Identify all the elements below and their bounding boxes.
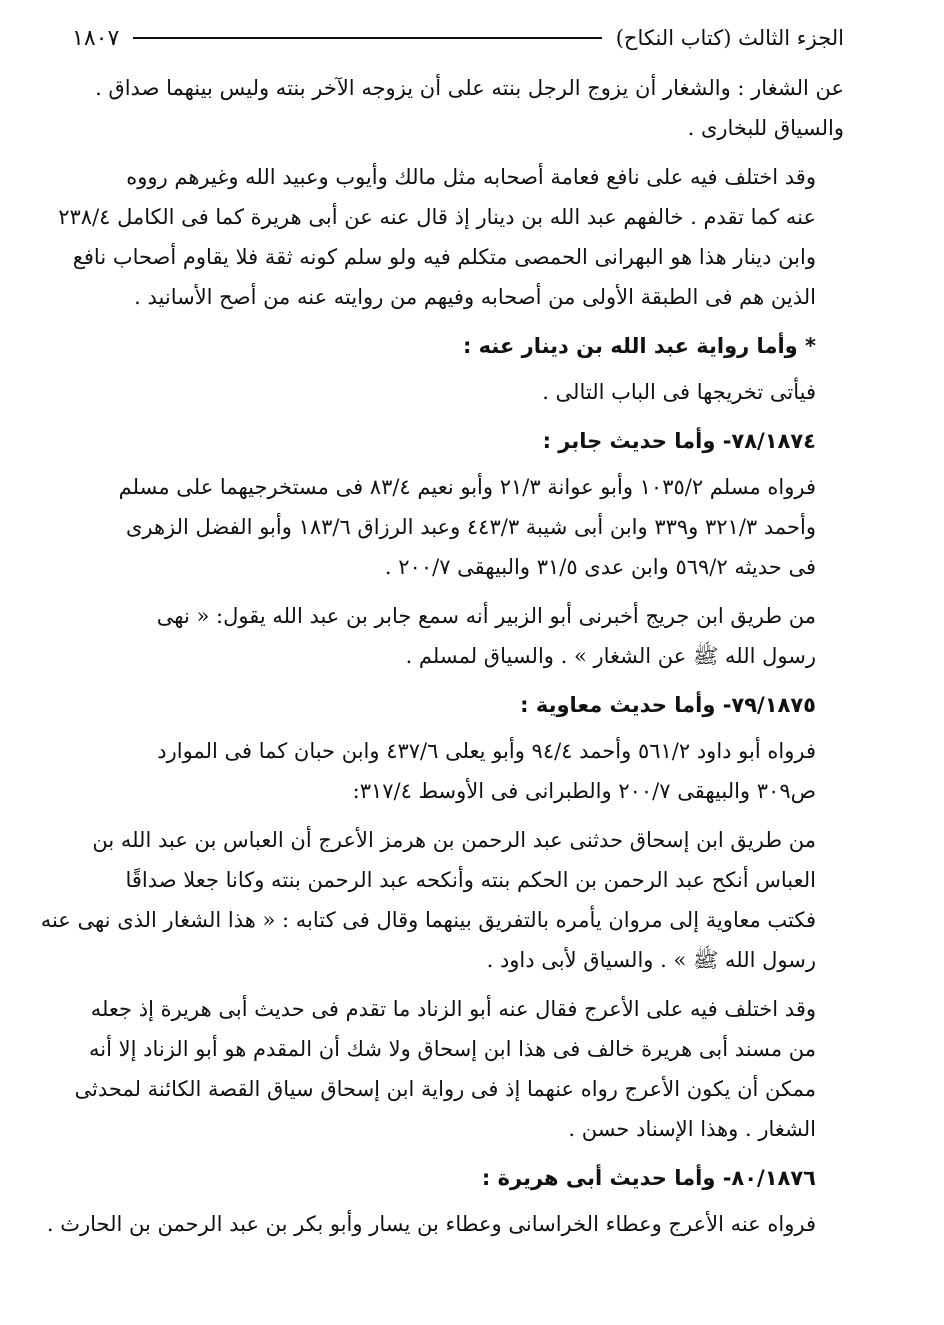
text-line: من مسند أبى هريرة خالف فى هذا ابن إسحاق ولا شك أن المقدم هو أبو الزناد إلا أنه [89, 1037, 816, 1061]
text-line: عنه كما تقدم . خالفهم عبد الله بن دينار إذ قال عنه عن أبى هريرة كما فى الكامل ٢٣٨/٤ [58, 205, 816, 229]
paragraph [68, 372, 844, 412]
running-title: الجزء الثالث (كتاب النكاح) [615, 26, 844, 50]
text-line: الذين هم فى الطبقة الأولى من أصحابه وفيهم من روايته عنه من أصح الأسانيد . [134, 285, 816, 309]
text-line: وقد اختلف فيه على الأعرج فقال عنه أبو الزناد ما تقدم فى حديث أبى هريرة إذ جعله [90, 997, 816, 1021]
text-line: فى حديثه ٥٦٩/٢ وابن عدى ٣١/٥ والبيهقى ٢٠٠/٧ . [384, 555, 816, 579]
header-rule [133, 37, 601, 39]
text-line: فرواه أبو داود ٥٦١/٢ وأحمد ٩٤/٤ وأبو يعلى ٤٣٧/٦ وابن حبان كما فى الموارد [157, 739, 816, 763]
page-body [40, 68, 844, 1253]
section-heading: ٨٠/١٨٧٦- وأما حديث أبى هريرة : [481, 1166, 816, 1190]
section-heading: ٧٩/١٨٧٥- وأما حديث معاوية : [520, 693, 816, 717]
running-header [72, 18, 844, 58]
text-line: وابن دينار هذا هو البهرانى الحمصى متكلم فيه ولو سلم كونه ثقة فلا يقاوم أصحاب نافع [72, 245, 816, 269]
text-line: فرواه عنه الأعرج وعطاء الخراسانى وعطاء بن يسار وأبو بكر بن عبد الرحمن بن الحارث . [46, 1212, 816, 1236]
paragraph [58, 157, 844, 317]
text-line: فرواه مسلم ١٠٣٥/٢ وأبو عوانة ٢١/٣ وأبو نعيم ٨٣/٤ فى مستخرجيهما على مسلم [118, 475, 816, 499]
paragraph [68, 68, 844, 148]
paragraph [40, 820, 844, 980]
paragraph [68, 731, 844, 811]
text-line: وأحمد ٣٢١/٣ و٣٣٩ وابن أبى شيبة ٤٤٣/٣ وعبد الرزاق ١٨٣/٦ وأبو الفضل الزهرى [125, 515, 816, 539]
text-line: والسياق للبخارى . [687, 116, 844, 140]
paragraph [68, 989, 844, 1149]
text-line: رسول الله ﷺ عن الشغار » . والسياق لمسلم . [405, 644, 816, 668]
paragraph [68, 467, 844, 587]
paragraph [68, 596, 844, 676]
text-line: فيأتى تخريجها فى الباب التالى . [542, 380, 816, 404]
text-line: فكتب معاوية إلى مروان يأمره بالتفريق بينهما وقال فى كتابه : « هذا الشغار الذى نهى عنه [40, 908, 816, 932]
paragraph [46, 1204, 844, 1244]
text-line: وقد اختلف فيه على نافع فعامة أصحابه مثل مالك وأيوب وعبيد الله وغيرهم رووه [126, 165, 816, 189]
text-line: ص٣٠٩ والبيهقى ٢٠٠/٧ والطبرانى فى الأوسط ٣١٧/٤: [352, 779, 816, 803]
text-line: الشغار . وهذا الإسناد حسن . [568, 1117, 816, 1141]
text-line: العباس أنكح عبد الرحمن بن الحكم بنته وأنكحه عبد الرحمن بنته وكانا جعلا صداقًا [125, 868, 816, 892]
text-line: ممكن أن يكون الأعرج رواه عنهما إذ فى رواية ابن إسحاق سياق القصة الكائنة لمحدثى [74, 1077, 816, 1101]
text-line: رسول الله ﷺ » . والسياق لأبى داود . [486, 948, 816, 972]
text-line: من طريق ابن إسحاق حدثنى عبد الرحمن بن هرمز الأعرج أن العباس بن عبد الله بن [92, 828, 816, 852]
section-heading: ٧٨/١٨٧٤- وأما حديث جابر : [542, 429, 816, 453]
text-line: من طريق ابن جريج أخبرنى أبو الزبير أنه سمع جابر بن عبد الله يقول: « نهى [156, 604, 816, 628]
section-heading: * وأما رواية عبد الله بن دينار عنه : [462, 334, 816, 358]
page-number: ١٨٠٧ [72, 25, 120, 51]
text-line: عن الشغار : والشغار أن يزوج الرجل بنته على أن يزوجه الآخر بنته وليس بينهما صداق . [95, 76, 844, 100]
